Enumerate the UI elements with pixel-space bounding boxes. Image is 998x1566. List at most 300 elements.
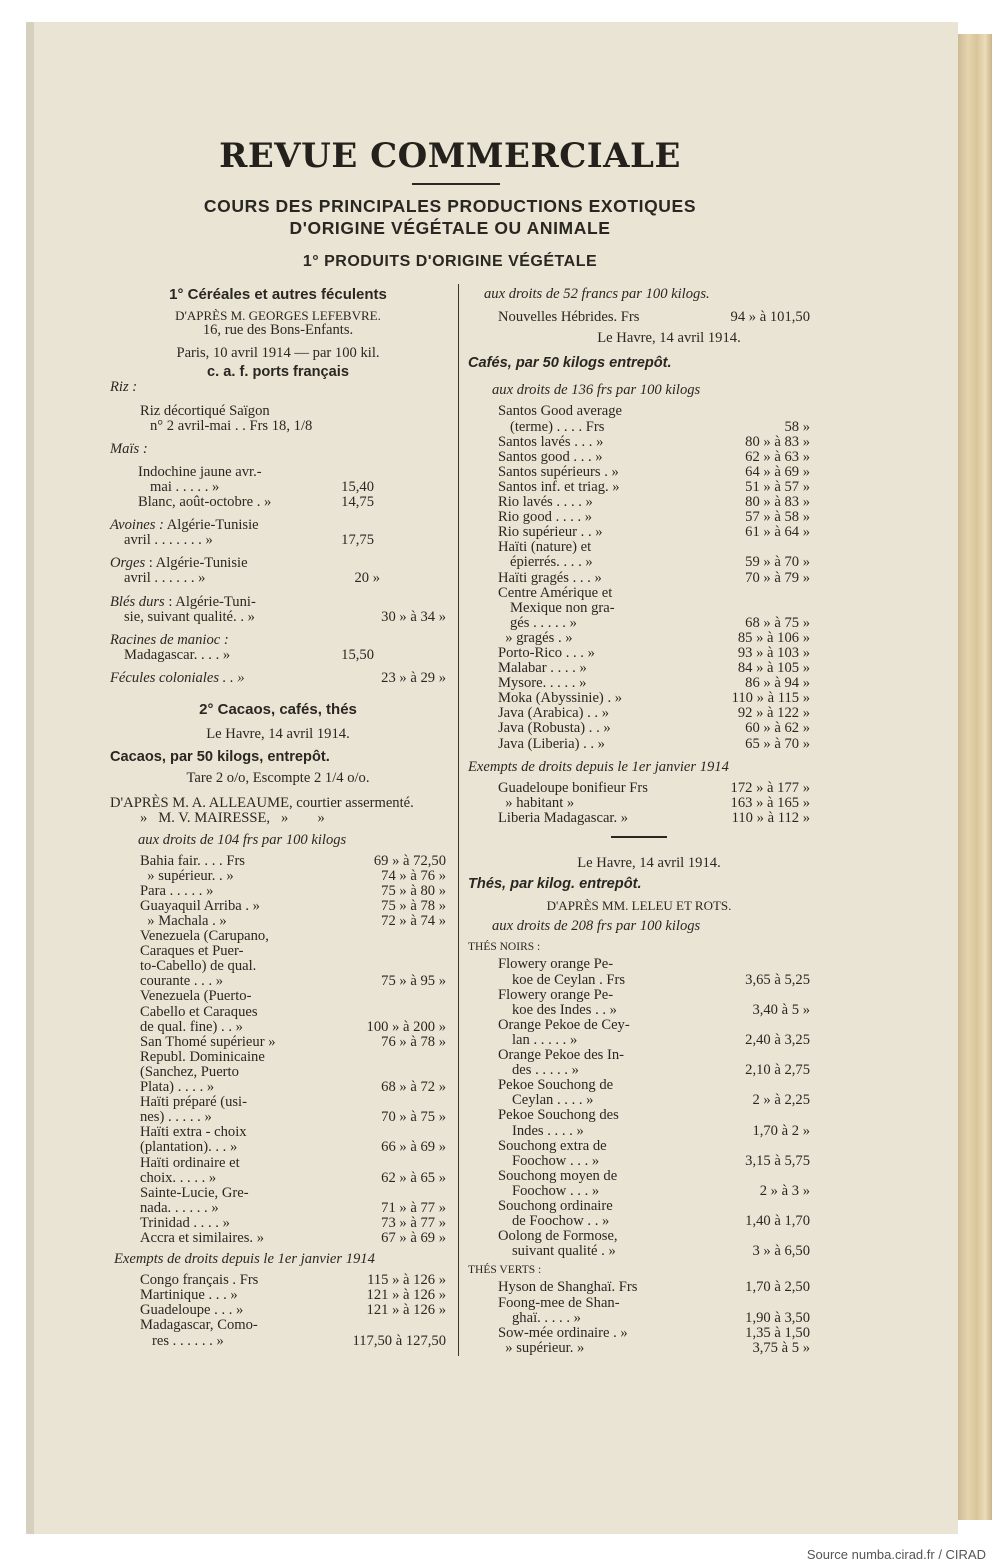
cacao-exempt-list [110,1273,446,1348]
price-row-label: Oolong de Formose, [498,1228,618,1245]
price-row-price: 76 » à 78 » [381,1033,446,1050]
price-row [498,420,810,435]
cafe-price-list [468,404,810,751]
price-row [498,510,810,525]
price-row [498,1018,810,1033]
price-row-label: Ceylan . . . . » [512,1092,594,1109]
price-row-label: Haïti ordinaire et [140,1154,240,1171]
price-row-price: 66 » à 69 » [381,1139,446,1156]
price-row-price: 67 » à 69 » [381,1229,446,1246]
orges-line-1 [110,556,446,571]
cacaos-source-1: D'APRÈS M. A. ALLEAUME, courtier assermenté. [110,795,414,812]
price-row [498,495,810,510]
price-row-label: » gragés . » [498,629,573,646]
price-row-price: 58 » [784,418,810,435]
price-row-price: 2,10 à 2,75 [745,1062,810,1079]
price-row-price: 80 » à 83 » [745,494,810,511]
price-row-label: Mexique non gra- [510,599,615,616]
price-row-label: Venezuela (Puerto- [140,988,252,1005]
cacaos-source-2: » M. V. MAIRESSE, » » [140,810,325,827]
bles-line-1 [110,595,446,610]
price-row [140,1050,446,1065]
price-row-price: 74 » à 76 » [381,867,446,884]
price-row-label: Centre Amérique et [498,584,613,601]
avoines-line-1 [110,518,446,533]
cacaos-heading: 2° Cacaos, cafés, thés [199,700,357,718]
price-row [498,1063,810,1078]
price-row [498,811,810,826]
price-row [498,646,810,661]
mais-row-2-price: 14,75 [341,494,374,511]
bles-row-label: sie, suivant qualité. . » [124,608,255,625]
avoines-label: Avoines : [110,517,164,534]
price-row-label: Guadeloupe . . . » [140,1302,244,1319]
price-row [498,540,810,555]
price-row [498,1280,810,1295]
price-row-label: Sow-mée ordinaire . » [498,1324,628,1341]
price-row [498,1341,810,1356]
price-row-price: 51 » à 57 » [745,478,810,495]
price-row-price: 2,40 à 3,25 [745,1031,810,1048]
price-row-label: de qual. fine) . . » [140,1018,243,1035]
price-row-price: 86 » à 94 » [745,675,810,692]
price-row-price: 68 » à 75 » [745,614,810,631]
price-row-label: Congo français . Frs [140,1272,259,1289]
book-page-edge [958,34,992,1520]
droits-52: aux droits de 52 francs par 100 kilogs. [484,286,710,302]
price-row [498,973,810,988]
price-row-label: Foochow . . . » [512,1152,600,1169]
price-row [498,721,810,736]
price-row [498,480,810,495]
price-row-price: 3 » à 6,50 [752,1243,810,1260]
manioc-row-label: Madagascar. . . . » [124,646,231,663]
price-row [498,1108,810,1123]
price-row-label: Santos good . . . » [498,448,603,465]
price-row-price: 85 » à 106 » [737,629,810,646]
price-row [140,929,446,944]
price-row-label: » habitant » [498,794,575,811]
price-row-price: 84 » à 105 » [737,660,810,677]
price-row [498,1078,810,1093]
price-row-price: 75 » à 95 » [381,973,446,990]
price-row [498,404,810,419]
price-row [498,1184,810,1199]
price-row [140,1231,446,1246]
price-row-price: 100 » à 200 » [366,1018,446,1035]
manioc-label: Racines de manioc : [110,631,229,648]
price-row [498,435,810,450]
cacaos-date: Le Havre, 14 avril 1914. [206,726,350,743]
price-row-label: res . . . . . . » [152,1332,224,1349]
price-row-price: 73 » à 77 » [381,1214,446,1231]
price-row-label: Flowery orange Pe- [498,956,614,973]
price-row-label: Venezuela (Carupano, [140,928,269,945]
price-row-label: nada. . . . . . » [140,1199,219,1216]
price-row [140,914,446,929]
cereales-source: D'APRÈS M. GEORGES LEFEBVRE. [175,308,381,324]
price-row [498,737,810,752]
price-row-price: 75 » à 78 » [381,897,446,914]
price-row-label: suivant qualité . » [512,1243,616,1260]
price-row-price: 110 » à 112 » [731,809,810,826]
price-row-label: (Sanchez, Puerto [140,1063,239,1080]
price-row-label: Plata) . . . . » [140,1079,215,1096]
price-row [498,586,810,601]
price-row [498,1199,810,1214]
price-row-price: 121 » à 126 » [366,1302,446,1319]
bles-row [110,610,446,625]
price-row [140,1125,446,1140]
price-row-price: 72 » à 74 » [381,913,446,929]
price-row-label: courante . . . » [140,973,224,990]
price-row [498,1311,810,1326]
price-row-label: Republ. Dominicaine [140,1048,265,1065]
price-row-price: 75 » à 80 » [381,882,446,899]
bles-origin: : Algérie-Tuni- [164,593,256,610]
price-row [140,1110,446,1125]
price-row-price: 3,15 à 5,75 [745,1152,810,1169]
price-row-price: 62 » à 65 » [381,1169,446,1186]
price-row-price: 3,65 à 5,25 [745,971,810,988]
avoines-origin: Algérie-Tunisie [163,517,259,534]
thes-source: D'APRÈS MM. LELEU ET ROTS. [546,898,732,914]
price-row-label: Guadeloupe bonifieur Frs [498,779,648,796]
price-row [498,450,810,465]
manioc-row [110,648,446,663]
price-row [140,1140,446,1155]
price-row-price: 59 » à 70 » [745,554,810,571]
cacaos-droits: aux droits de 104 frs par 100 kilogs [138,831,347,848]
price-row [498,706,810,721]
price-row-label: Hyson de Shanghaï. Frs [498,1279,638,1296]
cereales-heading: 1° Céréales et autres féculents [169,286,387,303]
price-row-label: des . . . . . » [512,1062,579,1079]
page-binding [26,22,34,1534]
price-row [140,989,446,1004]
price-row [140,1171,446,1186]
price-row-label: Haïti (nature) et [498,539,592,556]
mais-line-1: Indochine jaune avr.- [138,463,262,480]
cacao-price-list [110,854,446,1246]
price-row-label: (terme) . . . . Frs [510,418,605,435]
price-row-price: 68 » à 72 » [381,1079,446,1096]
price-row-label: Bahia fair. . . . Frs [140,852,245,869]
price-row [140,1186,446,1201]
price-row-price: 60 » à 62 » [745,720,810,737]
fecules-row [110,671,446,686]
spacer [110,434,446,442]
price-row [498,1124,810,1139]
price-row [140,1303,446,1318]
price-row-label: Indes . . . . » [512,1122,584,1139]
price-row [498,691,810,706]
thes-noirs-list [468,957,810,1259]
price-row-price: 57 » à 58 » [745,509,810,526]
orges-label: Orges [110,555,146,572]
price-row-label: nes) . . . . . » [140,1109,212,1126]
price-row [140,1318,446,1333]
price-row-label: Java (Robusta) . . » [498,720,611,737]
price-row-label: Java (Arabica) . . » [498,705,610,722]
price-row-label: Pekoe Souchong des [498,1107,619,1124]
price-row [498,1326,810,1341]
price-row-label: Guayaquil Arriba . » [140,897,260,914]
column-divider [458,284,459,1356]
price-row [498,631,810,646]
orges-row-label: avril . . . . . . » [124,570,206,587]
cereales-address: 16, rue des Bons-Enfants. [202,322,354,339]
cacaos-tare: Tare 2 o/o, Escompte 2 1/4 o/o. [186,770,370,787]
price-row [498,616,810,631]
price-row-price: 115 » à 126 » [367,1272,446,1289]
price-row-label: Haïti préparé (usi- [140,1094,247,1111]
price-row [498,1229,810,1244]
price-row [498,796,810,811]
price-row [498,1244,810,1259]
price-row-label: » supérieur. » [498,1339,585,1356]
bles-row-price: 30 » à 34 » [381,608,446,625]
price-row [498,1003,810,1018]
manioc-row-price: 15,50 [341,646,374,663]
price-row-price: 2 » à 3 » [759,1182,810,1199]
mais-row-2-label: Blanc, août-octobre . » [138,494,272,511]
price-row [140,944,446,959]
orges-row-price: 20 » [354,570,380,587]
mais-row-1 [110,480,446,495]
orges-origin: : Algérie-Tunisie [145,555,248,572]
price-row [140,1020,446,1035]
price-row-label: Porto-Rico . . . » [498,644,595,661]
cacaos-line: Cacaos, par 50 kilogs, entrepôt. [110,749,330,766]
price-row-label: Malabar . . . . » [498,660,587,677]
thes-verts-label: THÉS VERTS : [468,1264,542,1277]
price-row [140,1065,446,1080]
price-row-label: Para . . . . . » [140,882,214,899]
price-row-label: de Foochow . . » [512,1213,610,1230]
price-row-price: 92 » à 122 » [737,705,810,722]
price-row [140,1334,446,1349]
thes-line: Thés, par kilog. entrepôt. [468,876,642,893]
droits-208: aux droits de 208 frs par 100 kilogs [492,918,701,935]
cafes-exempts: Exempts de droits depuis le 1er janvier 1914 [468,758,729,775]
riz-line-1: Riz décortiqué Saïgon [140,402,270,419]
price-row-price: 121 » à 126 » [366,1287,446,1304]
avoines-row [110,533,446,548]
price-row [140,1035,446,1050]
price-row [140,1288,446,1303]
fecules-row-price: 23 » à 29 » [381,669,446,686]
price-row [498,1154,810,1169]
subtitle-line-2: D'ORIGINE VÉGÉTALE OU ANIMALE [289,218,611,238]
price-row-label: Souchong moyen de [498,1167,618,1184]
price-row [140,1273,446,1288]
thes-noirs-label: THÉS NOIRS : [468,941,541,954]
price-row [140,1216,446,1231]
price-row [498,601,810,616]
price-row [498,555,810,570]
price-row-price: 163 » à 165 » [730,794,810,811]
price-row [498,781,810,796]
price-row-label: Cabello et Caraques [140,1003,258,1020]
price-row-label: Moka (Abyssinie) . » [498,690,623,707]
bles-label: Blés durs [110,593,165,610]
mais-row-1-label: mai . . . . . » [150,478,220,495]
left-column [110,287,446,1349]
price-row-label: Santos Good average [498,403,623,420]
cacaos-exempts: Exempts de droits depuis le 1er janvier 1914 [114,1251,375,1268]
price-row-label: Java (Liberia) . . » [498,735,605,752]
price-row-label: Trinidad . . . . » [140,1214,230,1231]
price-row-label: Accra et similaires. » [140,1229,264,1246]
price-row-label: Orange Pekoe de Cey- [498,1016,630,1033]
price-row-price: 2 » à 2,25 [752,1092,810,1109]
price-row-label: koe de Ceylan . Frs [512,971,626,988]
source-credit: Source numba.cirad.fr / CIRAD [806,1547,986,1562]
price-row [498,1169,810,1184]
price-row [140,884,446,899]
price-row-label: San Thomé supérieur » [140,1033,276,1050]
price-row-price: 64 » à 69 » [745,463,810,480]
riz-line-2: n° 2 avril-mai . . Frs 18, 1/8 [150,417,313,434]
price-row [140,1095,446,1110]
cereales-caf: c. a. f. ports français [207,364,349,381]
price-row-label: Souchong extra de [498,1137,607,1154]
nh-row-label: Nouvelles Hébrides. Frs [498,309,640,326]
price-row-label: ghaï. . . . . » [512,1309,581,1326]
price-row-price: 71 » à 77 » [381,1199,446,1216]
price-row-label: Santos supérieurs . » [498,463,619,480]
price-row [498,1048,810,1063]
price-row-price: 172 » à 177 » [730,779,810,796]
orges-row [110,571,446,586]
price-row [140,899,446,914]
price-row-label: Rio supérieur . . » [498,524,603,541]
price-row-label: » supérieur. . » [140,867,234,884]
cafes-date: Le Havre, 14 avril 1914. [597,330,741,347]
price-row [498,1296,810,1311]
cafes-line: Cafés, par 50 kilogs entrepôt. [468,355,672,372]
avoines-row-label: avril . . . . . . . » [124,532,213,549]
avoines-row-price: 17,75 [341,532,374,549]
fecules-row-label: Fécules coloniales . . » [110,669,245,686]
price-row [498,1139,810,1154]
price-row-label: Souchong ordinaire [498,1197,613,1214]
nh-row-price: 94 » à 101,50 [730,309,810,326]
price-row [140,854,446,869]
price-row-label: choix. . . . . » [140,1169,217,1186]
right-column [468,287,810,1356]
cereales-date: Paris, 10 avril 1914 — par 100 kil. [176,345,380,362]
price-row-label: Haïti extra - choix [140,1124,247,1141]
droits-136: aux droits de 136 frs par 100 kilogs [492,382,701,399]
mais-row-2 [110,495,446,510]
thes-date: Le Havre, 14 avril 1914. [577,855,721,871]
price-row-price: 1,70 à 2 » [752,1122,810,1139]
price-row-label: Mysore. . . . . » [498,675,587,692]
price-row-label: Flowery orange Pe- [498,986,614,1003]
price-row-price: 1,40 à 1,70 [745,1213,810,1230]
price-row [498,661,810,676]
price-row-price: 93 » à 103 » [737,644,810,661]
price-row-price: 3,40 à 5 » [752,1001,810,1018]
riz-label: Riz : [110,379,138,396]
price-row [498,465,810,480]
price-row-label: Sainte-Lucie, Gre- [140,1184,249,1201]
price-row [140,1201,446,1216]
price-row-price: 1,70 à 2,50 [745,1279,810,1296]
price-row-price: 117,50 à 127,50 [352,1332,446,1349]
price-row-label: Caraques et Puer- [140,943,244,960]
price-row-price: 80 » à 83 » [745,433,810,450]
price-row-price: 3,75 à 5 » [752,1339,810,1356]
section-title: 1° PRODUITS D'ORIGINE VÉGÉTALE [302,253,598,270]
price-row-price: 1,35 à 1,50 [745,1324,810,1341]
price-row-label: Foong-mee de Shan- [498,1294,620,1311]
price-row-label: Haïti gragés . . . » [498,569,602,586]
price-row-price: 65 » à 70 » [745,735,810,752]
price-row [498,525,810,540]
price-row-label: koe des Indes . . » [512,1001,617,1018]
subtitle-line-1: COURS DES PRINCIPALES PRODUCTIONS EXOTIQUES [203,196,697,216]
price-row-label: Santos inf. et triag. » [498,478,620,495]
price-row [140,1156,446,1171]
price-row-price: 70 » à 79 » [745,569,810,586]
price-row [498,1033,810,1048]
price-row-label: épierrés. . . . » [510,554,593,571]
price-row-label: Liberia Madagascar. » [498,809,629,826]
price-row-label: lan . . . . . » [512,1031,578,1048]
price-row [140,959,446,974]
price-row [140,1080,446,1095]
price-row [498,988,810,1003]
nh-row [498,310,810,325]
mais-row-1-price: 15,40 [341,478,374,495]
price-row-label: Orange Pekoe des In- [498,1047,625,1064]
page-title: REVUE COMMERCIALE [219,136,681,176]
price-row-price: 110 » à 115 » [731,690,810,707]
thes-verts-list [468,1280,810,1355]
price-row [140,869,446,884]
price-row-price: 61 » à 64 » [745,524,810,541]
section-rule [611,836,667,838]
price-row-price: 62 » à 63 » [745,448,810,465]
price-row-label: Foochow . . . » [512,1182,600,1199]
price-row [498,957,810,972]
price-row [140,1005,446,1020]
price-row-label: Pekoe Souchong de [498,1077,614,1094]
price-row [140,974,446,989]
price-row-price: 70 » à 75 » [381,1109,446,1126]
price-row-label: to-Cabello) de qual. [140,958,257,975]
price-row-label: Madagascar, Como- [140,1317,258,1334]
price-row [498,676,810,691]
price-row-label: » Machala . » [140,913,227,929]
title-rule [412,183,500,185]
mais-label: Maïs : [110,440,148,457]
price-row-label: Martinique . . . » [140,1287,238,1304]
cafe-exempt-list [468,781,810,826]
price-row [498,571,810,586]
price-row-price: 1,90 à 3,50 [745,1309,810,1326]
price-row-label: (plantation). . . » [140,1139,238,1156]
price-row-label: Rio good . . . . » [498,509,593,526]
spacer [110,686,446,702]
price-row-label: gés . . . . . » [510,614,577,631]
price-row-label: Rio lavés . . . . » [498,494,593,511]
price-row-label: Santos lavés . . . » [498,433,604,450]
price-row-price: 69 » à 72,50 [373,852,446,869]
